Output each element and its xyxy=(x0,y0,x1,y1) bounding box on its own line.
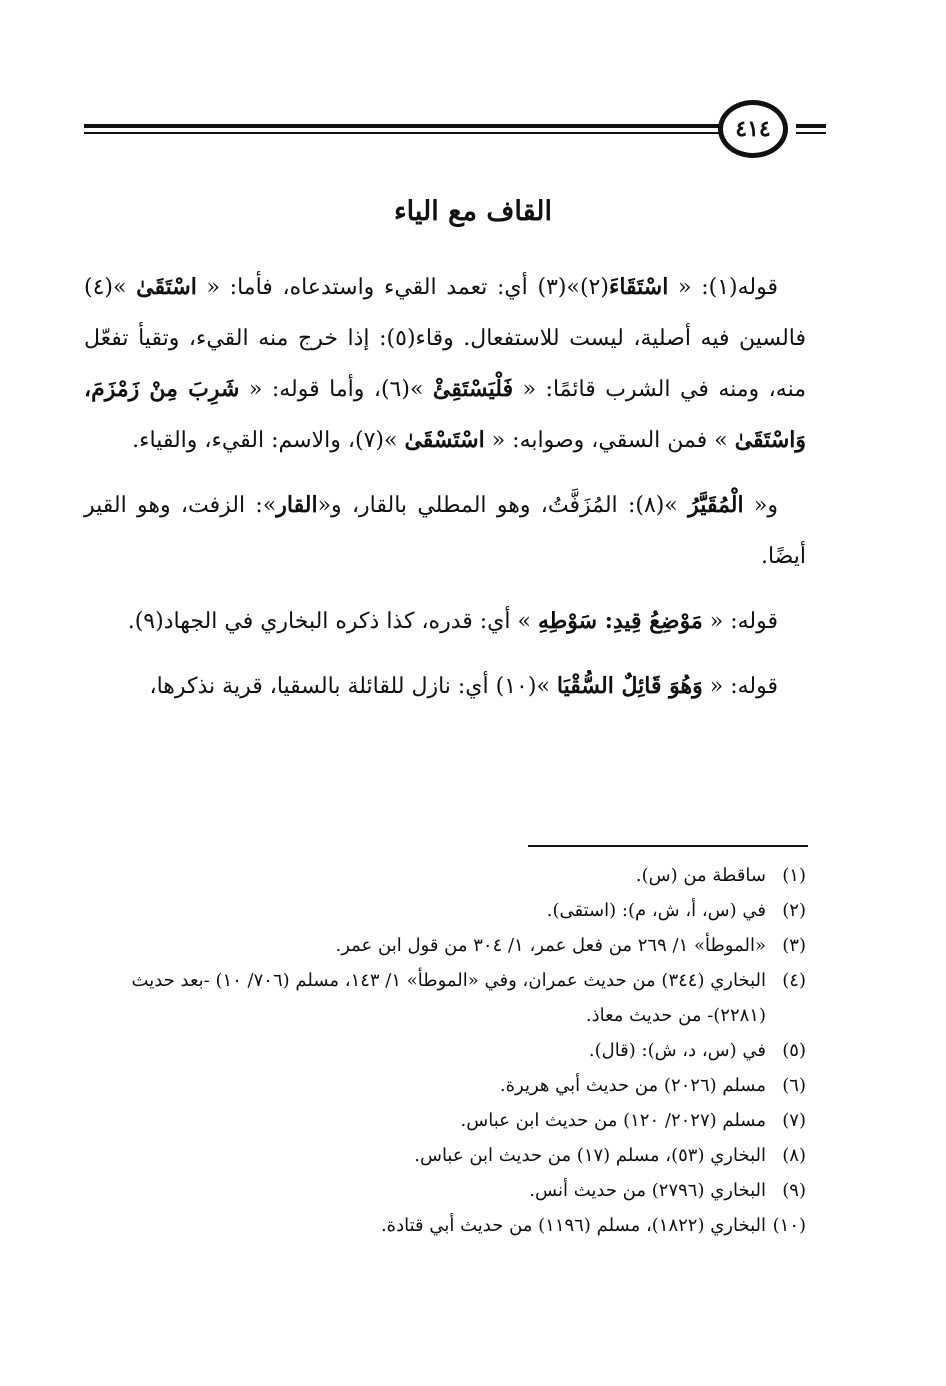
text-run: (١٠) xyxy=(495,674,537,699)
text-run: قوله: « xyxy=(702,674,778,699)
quoted-term: اسْتَسْقَىٰ xyxy=(404,427,485,453)
body-text xyxy=(84,262,806,726)
footnote-text: ساقطة من (س). xyxy=(635,865,766,886)
footnote xyxy=(84,1138,806,1173)
header-rule-thin xyxy=(84,132,724,134)
paragraph xyxy=(84,596,806,647)
footnote xyxy=(84,963,806,1033)
footnote xyxy=(84,893,806,928)
text-run: » xyxy=(384,428,405,453)
text-run: » xyxy=(566,275,580,300)
text-run: قوله: « xyxy=(702,609,778,634)
quoted-term: مَوْضِعُ قِيدِ: سَوْطِهِ xyxy=(537,608,703,634)
quoted-term: فَلْيَسْتَقِئْ xyxy=(432,376,514,402)
footnote-number: (٧) xyxy=(782,1110,806,1131)
text-run: (٨) xyxy=(635,493,665,518)
text-run: » xyxy=(536,674,557,699)
text-run: أي: تعمد القيء واستدعاه، فأما: « xyxy=(196,275,538,300)
quoted-term: الْمُقَيَّرُ xyxy=(688,492,744,518)
text-run: » xyxy=(113,275,137,300)
text-run: » أي: قدره، كذا ذكره البخاري في الجهاد xyxy=(163,609,538,634)
footnote-number: (١) xyxy=(782,865,806,886)
quoted-term: وَهُوَ قَائِلٌ السُّقْيَا xyxy=(556,673,703,699)
quoted-term: اسْتَقَاءَ xyxy=(608,274,669,300)
quoted-term: القار xyxy=(276,492,318,518)
text-run: (١) xyxy=(708,275,738,300)
text-run: »: الزفت، وهو القير أيضًا. xyxy=(84,493,806,569)
text-run: : « xyxy=(668,275,709,300)
footnote xyxy=(84,1033,806,1068)
paragraph xyxy=(84,262,806,466)
text-run: ، والاسم: القيء، والقياء. xyxy=(132,428,355,453)
text-run: : المُزَفَّتُ، وهو المطلي بالقار، و« xyxy=(317,493,636,518)
page-number: ٤١٤ xyxy=(735,116,771,142)
footnote-number: (٤) xyxy=(782,970,806,991)
footnote-divider xyxy=(528,845,808,847)
text-run: (٢) xyxy=(579,275,609,300)
text-run: قوله xyxy=(737,275,779,300)
text-run: فالسين فيه أصلية، ليست للاستفعال. وقاء xyxy=(415,326,806,351)
footnote-text: في (س، أ، ش، م): (استقى). xyxy=(546,900,766,921)
footnote-number: (١٠) xyxy=(772,1215,806,1236)
footnote-number: (٩) xyxy=(782,1180,806,1201)
text-run: أي: نازل للقائلة بالسقيا، قرية نذكرها، xyxy=(149,674,496,699)
footnote-text: مسلم (٢٠٢٧/ ١٢٠) من حديث ابن عباس. xyxy=(460,1110,766,1131)
text-run: (٤) xyxy=(84,275,114,300)
footnote-text: في (س، د، ش): (قال). xyxy=(588,1040,766,1061)
section-title: القاف مع الياء xyxy=(393,196,553,227)
text-run: . xyxy=(127,609,135,634)
text-run: (٥) xyxy=(386,326,416,351)
quoted-term: اسْتَقَىٰ xyxy=(136,274,197,300)
footnote xyxy=(84,1173,806,1208)
footnote-text: البخاري (٥٣)، مسلم (١٧) من حديث ابن عباس. xyxy=(414,1145,766,1166)
footnote-text: «الموطأ» ١/ ٢٦٩ من فعل عمر، ١/ ٣٠٤ من قول ابن عمر. xyxy=(335,935,766,956)
text-run: : إذا خرج منه القيء، وتقيأ تفعّل منه، ومنه في الشرب قائمًا: « xyxy=(84,326,806,402)
footnote-number: (٦) xyxy=(782,1075,806,1096)
footnotes xyxy=(84,858,806,1243)
text-run: » xyxy=(664,493,689,518)
footnote-text: مسلم (٢٠٢٦) من حديث أبي هريرة. xyxy=(499,1075,766,1096)
page-number-badge xyxy=(718,100,788,158)
footnote xyxy=(84,1103,806,1138)
text-run: (٧) xyxy=(354,428,384,453)
footnote-number: (٣) xyxy=(782,935,806,956)
text-run: » فمن السقي، وصوابه: « xyxy=(484,428,735,453)
text-run: ، وأما قوله: « xyxy=(239,377,381,402)
text-run: و« xyxy=(743,493,779,518)
footnote xyxy=(84,1208,806,1243)
footnote xyxy=(84,1068,806,1103)
footnote-number: (٥) xyxy=(782,1040,806,1061)
text-run: (٩) xyxy=(134,609,164,634)
paragraph xyxy=(84,661,806,712)
text-run: (٣) xyxy=(537,275,567,300)
footnote-text: البخاري (٢٧٩٦) من حديث أنس. xyxy=(529,1180,766,1201)
page-header xyxy=(84,100,826,164)
text-run: » xyxy=(409,377,433,402)
footnote xyxy=(84,858,806,893)
footnote-number: (٢) xyxy=(782,900,806,921)
header-rule-right-thick xyxy=(796,124,826,128)
footnote-text: البخاري (١٨٢٢)، مسلم (١١٩٦) من حديث أبي قتادة. xyxy=(380,1215,766,1236)
footnote-number: (٨) xyxy=(782,1145,806,1166)
paragraph xyxy=(84,480,806,582)
header-rule-thick xyxy=(84,124,724,128)
footnote xyxy=(84,928,806,963)
header-rule-right-thin xyxy=(796,132,826,134)
footnote-text: البخاري (٣٤٤) من حديث عمران، وفي «الموطأ» ١/ ١٤٣، مسلم (٧٠٦/ ١٠) -بعد حديث (٢٢٨١)- من حديث معاذ. xyxy=(131,970,766,1026)
text-run: (٦) xyxy=(380,377,410,402)
quoted-term: شَرِبَ مِنْ زَمْزَمَ، وَاسْتَقَىٰ xyxy=(84,376,806,453)
